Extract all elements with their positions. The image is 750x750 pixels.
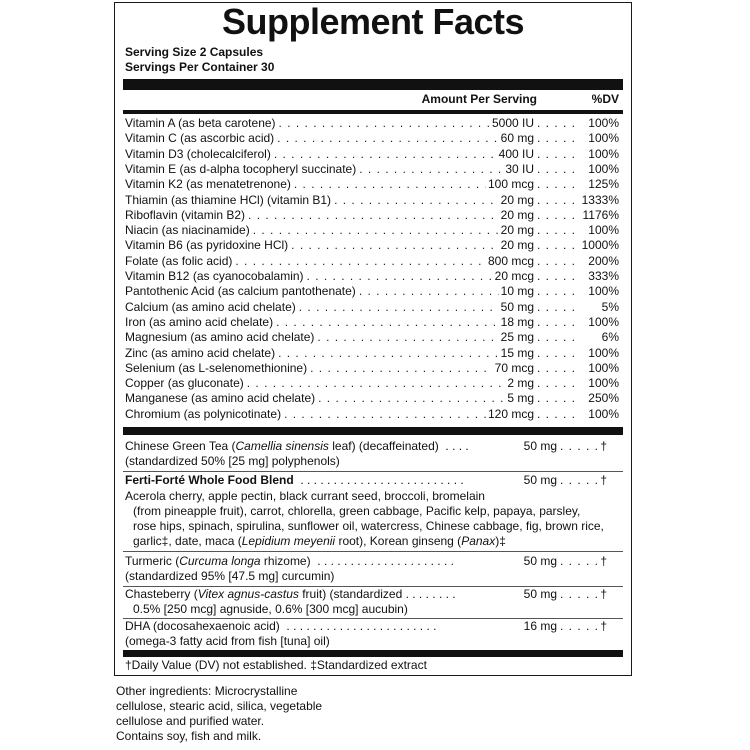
nutrient-dv: 100% xyxy=(588,314,619,329)
nutrient-dv: 100% xyxy=(588,161,619,176)
nutrient-name: Vitamin K2 (as menatetrenone) xyxy=(125,177,291,192)
blend-ingredients-3: rose hips, spinach, spirulina, sunflower oil, watercress, Chinese cabbage, fig, brown rice, xyxy=(133,519,604,533)
nutrient-row xyxy=(125,208,619,223)
servings-per-container: Servings Per Container 30 xyxy=(125,60,275,74)
nutrient-name: Vitamin E (as d-alpha tocopheryl succinate) xyxy=(125,161,357,176)
nutrient-dv: 1000% xyxy=(581,238,619,253)
nutrient-dv: 5% xyxy=(601,299,619,314)
chasteberry-row: Chasteberry (Vitex agnus-castus fruit) (standardized . . . . . . . . 50 mg . . . . . . † xyxy=(125,587,607,601)
nutrient-name: Copper (as gluconate) xyxy=(125,376,244,391)
other-ingredients xyxy=(116,684,346,744)
blend-ingredients-4: garlic‡, date, maca (Lepidium meyenii root), Korean ginseng (Panax)‡ xyxy=(133,534,506,548)
nutrient-name: Zinc (as amino acid chelate) xyxy=(125,345,276,360)
blend-ingredients-1: Acerola cherry, apple pectin, black currant seed, broccoli, bromelain xyxy=(125,489,485,503)
nutrient-amount: 15 mg xyxy=(500,345,534,360)
nutrient-amount: 120 mcg xyxy=(487,406,534,421)
nutrient-amount: 20 mcg xyxy=(494,269,534,283)
nutrient-row xyxy=(125,330,619,345)
nutrient-row xyxy=(125,223,619,238)
nutrient-row xyxy=(125,391,619,406)
nutrient-amount: 10 mg xyxy=(500,284,534,299)
thick-divider xyxy=(123,427,623,435)
dha-dv: † xyxy=(600,619,607,633)
nutrient-name: Vitamin D3 (cholecalciferol) xyxy=(125,146,271,161)
nutrient-dv: 100% xyxy=(588,406,619,421)
allergen-statement: Contains soy, fish and milk. xyxy=(116,729,262,743)
nutrient-dv: 100% xyxy=(588,223,619,238)
other-ingredients-text: Other ingredients: Microcrystalline cellulose, stearic acid, silica, vegetable cellulose and purified water. xyxy=(116,684,323,728)
thin-rule xyxy=(123,471,623,472)
nutrient-amount: 18 mg xyxy=(500,314,534,329)
nutrient-name: Calcium (as amino acid chelate) xyxy=(125,299,296,314)
nutrient-row xyxy=(125,346,619,361)
green-tea-row: Chinese Green Tea (Camellia sinensis leaf) (decaffeinated) . . . . 50 mg . . . . . . † xyxy=(125,439,607,453)
column-header xyxy=(125,92,619,106)
nutrient-name: Vitamin B12 (as cyanocobalamin) xyxy=(125,269,304,283)
green-tea-dv: † xyxy=(600,439,607,453)
blend-dv: † xyxy=(600,473,607,487)
nutrient-row xyxy=(125,315,619,330)
amount-header: Amount Per Serving xyxy=(421,92,537,106)
chasteberry-standardization: 0.5% [250 mcg] agnuside, 0.6% [300 mcg] aucubin) xyxy=(133,602,408,616)
nutrient-dv: 100% xyxy=(588,116,619,130)
nutrient-amount: 5 mg xyxy=(507,391,534,406)
nutrient-name: Vitamin A (as beta carotene) xyxy=(125,116,276,130)
panel-title: Supplement Facts xyxy=(221,1,525,42)
nutrient-name: Niacin (as niacinamide) xyxy=(125,223,250,238)
nutrient-row xyxy=(125,284,619,299)
dha-source: (omega-3 fatty acid from fish [tuna] oil) xyxy=(125,634,330,648)
nutrient-row xyxy=(125,116,619,131)
nutrient-amount: 5000 IU xyxy=(491,116,534,130)
nutrient-dv: 1176% xyxy=(582,207,619,222)
blend-row: Ferti-Forté Whole Food Blend . . . . . . . . . . . . . . . . . . . . . . . . . 50 mg . . . . . . † xyxy=(125,473,607,487)
nutrient-amount: 20 mg xyxy=(500,192,534,207)
nutrient-name: Vitamin B6 (as pyridoxine HCl) xyxy=(125,238,289,253)
nutrient-row xyxy=(125,300,619,315)
supplement-facts-panel xyxy=(114,2,632,676)
nutrient-row xyxy=(125,162,619,177)
nutrient-row xyxy=(125,193,619,208)
nutrient-name: Riboflavin (vitamin B2) xyxy=(125,207,246,222)
nutrient-amount: 50 mg xyxy=(500,299,534,314)
nutrient-row xyxy=(125,177,619,192)
nutrient-amount: 25 mg xyxy=(500,330,534,345)
turmeric-dv: † xyxy=(600,554,607,568)
turmeric-row: Turmeric (Curcuma longa rhizome) . . . . . . . . . . . . . . . . . . . . . 50 mg . . . . . . † xyxy=(125,554,607,568)
nutrient-row xyxy=(125,131,619,146)
nutrient-name: Pantothenic Acid (as calcium pantothenate) xyxy=(125,284,356,299)
nutrient-row xyxy=(125,361,619,376)
medium-divider xyxy=(123,110,623,114)
nutrient-row xyxy=(125,407,619,422)
thick-divider xyxy=(123,650,623,657)
nutrient-amount: 60 mg xyxy=(500,131,534,146)
green-tea-standardization: (standardized 50% [25 mg] polyphenols) xyxy=(125,454,340,468)
nutrient-amount: 400 IU xyxy=(498,146,534,161)
serving-size: Serving Size 2 Capsules xyxy=(125,45,264,59)
nutrient-dv: 100% xyxy=(588,345,619,360)
nutrient-row xyxy=(125,238,619,253)
dha-row: DHA (docosahexaenoic acid) . . . . . . . . . . . . . . . . . . . . . . . 16 mg . . . . . . † xyxy=(125,619,607,633)
nutrient-dv: 1333% xyxy=(581,192,619,207)
nutrient-amount: 800 mcg xyxy=(487,253,534,268)
nutrient-name: Manganese (as amino acid chelate) xyxy=(125,391,316,406)
nutrient-amount: 30 IU xyxy=(505,161,534,176)
footnote: †Daily Value (DV) not established. ‡Standardized extract xyxy=(125,658,427,672)
dha-amount: 16 mg xyxy=(523,619,557,633)
nutrient-row xyxy=(125,254,619,269)
nutrient-name: Iron (as amino acid chelate) xyxy=(125,314,274,329)
nutrient-dv: 100% xyxy=(588,284,619,299)
nutrient-name: Magnesium (as amino acid chelate) xyxy=(125,330,315,345)
nutrient-amount: 20 mg xyxy=(500,238,534,253)
nutrient-amount: 20 mg xyxy=(500,207,534,222)
nutrient-name: Folate (as folic acid) xyxy=(125,253,233,268)
nutrient-name: Vitamin C (as ascorbic acid) xyxy=(125,131,275,146)
chasteberry-amount: 50 mg xyxy=(523,587,557,601)
nutrient-dv: 200% xyxy=(588,253,619,268)
blend-ingredients-2: (from pineapple fruit), carrot, chlorella, green cabbage, Pacific kelp, papaya, parsley, xyxy=(133,504,581,518)
thick-divider xyxy=(123,79,623,90)
turmeric-amount: 50 mg xyxy=(523,554,557,568)
nutrient-amount: 20 mg xyxy=(500,223,534,238)
thin-rule xyxy=(123,551,623,552)
chasteberry-dv: † xyxy=(600,587,607,601)
nutrient-dv: 100% xyxy=(588,131,619,146)
blend-name: Ferti-Forté Whole Food Blend xyxy=(125,473,294,487)
nutrient-row xyxy=(125,147,619,162)
nutrient-dv: 250% xyxy=(588,391,619,406)
nutrient-dv: 125% xyxy=(588,177,619,192)
nutrient-dv: 6% xyxy=(601,330,619,345)
nutrient-dv: 100% xyxy=(588,360,619,375)
blend-amount: 50 mg xyxy=(523,473,557,487)
nutrient-name: Chromium (as polynicotinate) xyxy=(125,406,282,421)
nutrient-name: Selenium (as L-selenomethionine) xyxy=(125,360,308,375)
nutrient-amount: 70 mcg xyxy=(494,360,534,375)
nutrient-name: Thiamin (as thiamine HCl) (vitamin B1) xyxy=(125,192,332,207)
turmeric-standardization: (standardized 95% [47.5 mg] curcumin) xyxy=(125,569,335,583)
dv-header: %DV xyxy=(591,92,619,106)
nutrient-dv: 100% xyxy=(588,146,619,161)
nutrient-row xyxy=(125,376,619,391)
nutrient-amount: 2 mg xyxy=(507,376,534,391)
nutrient-amount: 100 mcg xyxy=(487,177,534,192)
nutrient-dv: 333% xyxy=(588,269,619,283)
nutrient-row xyxy=(125,269,619,284)
green-tea-amount: 50 mg xyxy=(523,439,557,453)
nutrient-dv: 100% xyxy=(588,376,619,391)
